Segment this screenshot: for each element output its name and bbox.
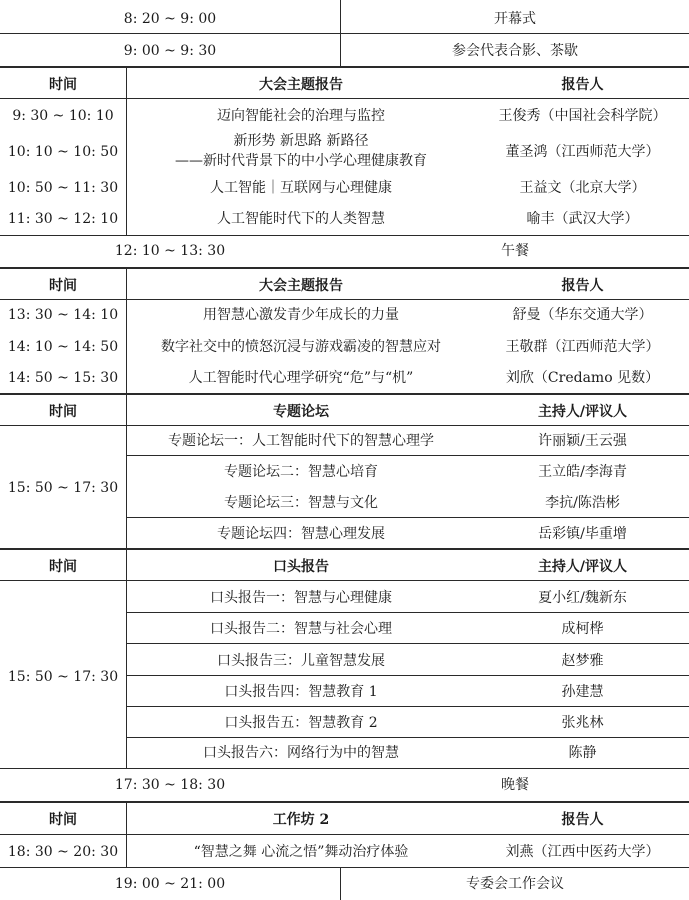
opening-time-1: 8: 20 ~ 9: 00	[123, 11, 217, 27]
header-speaker: 报告人	[561, 812, 604, 828]
talk-title: 迈向智能社会的治理与监控	[217, 108, 385, 124]
session-time: 14: 50 ~ 15: 30	[7, 370, 119, 386]
row-divider	[126, 737, 689, 738]
row-divider	[0, 580, 689, 581]
oral-host: 陈静	[568, 745, 597, 761]
forum-host: 王立皓/李海青	[538, 464, 627, 480]
row-divider	[0, 768, 689, 769]
speaker: 王俊秀（中国社会科学院）	[498, 108, 667, 124]
row-divider	[0, 867, 689, 868]
header-speaker: 报告人	[561, 77, 604, 93]
forum-title: 专题论坛三：智慧与文化	[224, 495, 378, 511]
dinner-time: 17: 30 ~ 18: 30	[114, 777, 226, 793]
section-divider	[0, 66, 689, 68]
speaker: 舒曼（华东交通大学）	[512, 307, 653, 323]
section-divider	[0, 801, 689, 803]
session-time: 10: 50 ~ 11: 30	[7, 180, 119, 196]
talk-title-line2: ——新时代背景下的中小学心理健康教育	[175, 153, 427, 169]
oral-host: 成柯桦	[561, 621, 604, 637]
header-host: 主持人/评议人	[537, 404, 628, 420]
header-host: 主持人/评议人	[537, 559, 628, 575]
talk-title: 数字社交中的愤怒沉浸与游戏霸凌的智慧应对	[161, 339, 441, 355]
workshop-title: “智慧之舞 心流之悟”舞动治疗体验	[193, 844, 409, 860]
talk-title: 人工智能时代心理学研究“危”与“机”	[188, 370, 414, 386]
forum-host: 许丽颖/王云强	[538, 433, 627, 449]
closing-event: 专委会工作会议	[466, 876, 564, 892]
speaker: 刘燕（江西中医药大学）	[505, 844, 660, 860]
lunch-time: 12: 10 ~ 13: 30	[114, 243, 226, 259]
forum-title: 专题论坛二：智慧心培育	[224, 464, 378, 480]
speaker: 王敬群（江西师范大学）	[505, 339, 660, 355]
session-time: 14: 10 ~ 14: 50	[7, 339, 119, 355]
oral-host: 孙建慧	[561, 684, 604, 700]
oral-title: 口头报告一：智慧与心理健康	[210, 590, 392, 606]
oral-title: 口头报告二：智慧与社会心理	[210, 621, 392, 637]
row-divider	[0, 425, 689, 426]
session-time: 11: 30 ~ 12: 10	[7, 211, 119, 227]
column-divider	[340, 868, 341, 900]
speaker: 王益文（北京大学）	[519, 180, 646, 196]
talk-title: 人工智能｜互联网与心理健康	[210, 180, 392, 196]
section-divider	[0, 267, 689, 269]
oral-title: 口头报告四：智慧教育 1	[224, 684, 378, 700]
speaker: 喻丰（武汉大学）	[526, 211, 639, 227]
forum-host: 李抗/陈浩彬	[545, 495, 620, 511]
oral-title: 口头报告三：儿童智慧发展	[217, 653, 385, 669]
row-divider	[0, 33, 689, 34]
lunch-label: 午餐	[501, 243, 529, 259]
oral-host: 赵梦雅	[561, 653, 604, 669]
row-divider	[126, 517, 689, 518]
header-speaker: 报告人	[561, 278, 604, 294]
header-time: 时间	[49, 404, 77, 420]
header-time: 时间	[49, 812, 77, 828]
speaker: 刘欣（Credamo 见数）	[505, 370, 660, 386]
oral-time: 15: 50 ~ 17: 30	[7, 669, 119, 685]
forums-time: 15: 50 ~ 17: 30	[7, 480, 119, 496]
header-topic: 专题论坛	[273, 404, 329, 420]
row-divider	[0, 299, 689, 300]
closing-time: 19: 00 ~ 21: 00	[114, 876, 226, 892]
row-divider	[126, 706, 689, 707]
oral-host: 夏小红/魏新东	[538, 590, 627, 606]
oral-title: 口头报告六：网络行为中的智慧	[203, 745, 399, 761]
oral-host: 张兆林	[561, 715, 604, 731]
talk-title: 人工智能时代下的人类智慧	[217, 211, 385, 227]
forum-host: 岳彩镇/毕重增	[538, 526, 627, 542]
section-divider	[0, 393, 689, 395]
row-divider	[126, 675, 689, 676]
header-topic: 大会主题报告	[259, 77, 343, 93]
opening-time-2: 9: 00 ~ 9: 30	[123, 43, 217, 59]
oral-title: 口头报告五：智慧教育 2	[224, 715, 378, 731]
talk-title: 用智慧心激发青少年成长的力量	[203, 307, 399, 323]
header-topic: 大会主题报告	[259, 278, 343, 294]
session-time: 9: 30 ~ 10: 10	[12, 108, 114, 124]
header-time: 时间	[49, 559, 77, 575]
session-time: 13: 30 ~ 14: 10	[7, 307, 119, 323]
header-topic: 工作坊 2	[272, 812, 330, 828]
dinner-label: 晚餐	[501, 777, 529, 793]
header-time: 时间	[49, 77, 77, 93]
session-time: 18: 30 ~ 20: 30	[7, 844, 119, 860]
speaker: 董圣鸿（江西师范大学）	[505, 144, 660, 160]
forum-title: 专题论坛一：人工智能时代下的智慧心理学	[168, 433, 434, 449]
row-divider	[0, 98, 689, 99]
row-divider	[0, 834, 689, 835]
header-topic: 口头报告	[273, 559, 329, 575]
opening-event-1: 开幕式	[494, 11, 536, 27]
opening-event-2: 参会代表合影、茶歇	[452, 43, 578, 59]
header-time: 时间	[49, 278, 77, 294]
section-divider	[0, 548, 689, 550]
row-divider	[126, 455, 689, 456]
row-divider	[126, 612, 689, 613]
talk-title-line1: 新形势 新思路 新路径	[233, 133, 369, 149]
row-divider	[0, 235, 689, 236]
session-time: 10: 10 ~ 10: 50	[7, 144, 119, 160]
row-divider	[126, 643, 689, 644]
forum-title: 专题论坛四：智慧心理发展	[217, 526, 385, 542]
